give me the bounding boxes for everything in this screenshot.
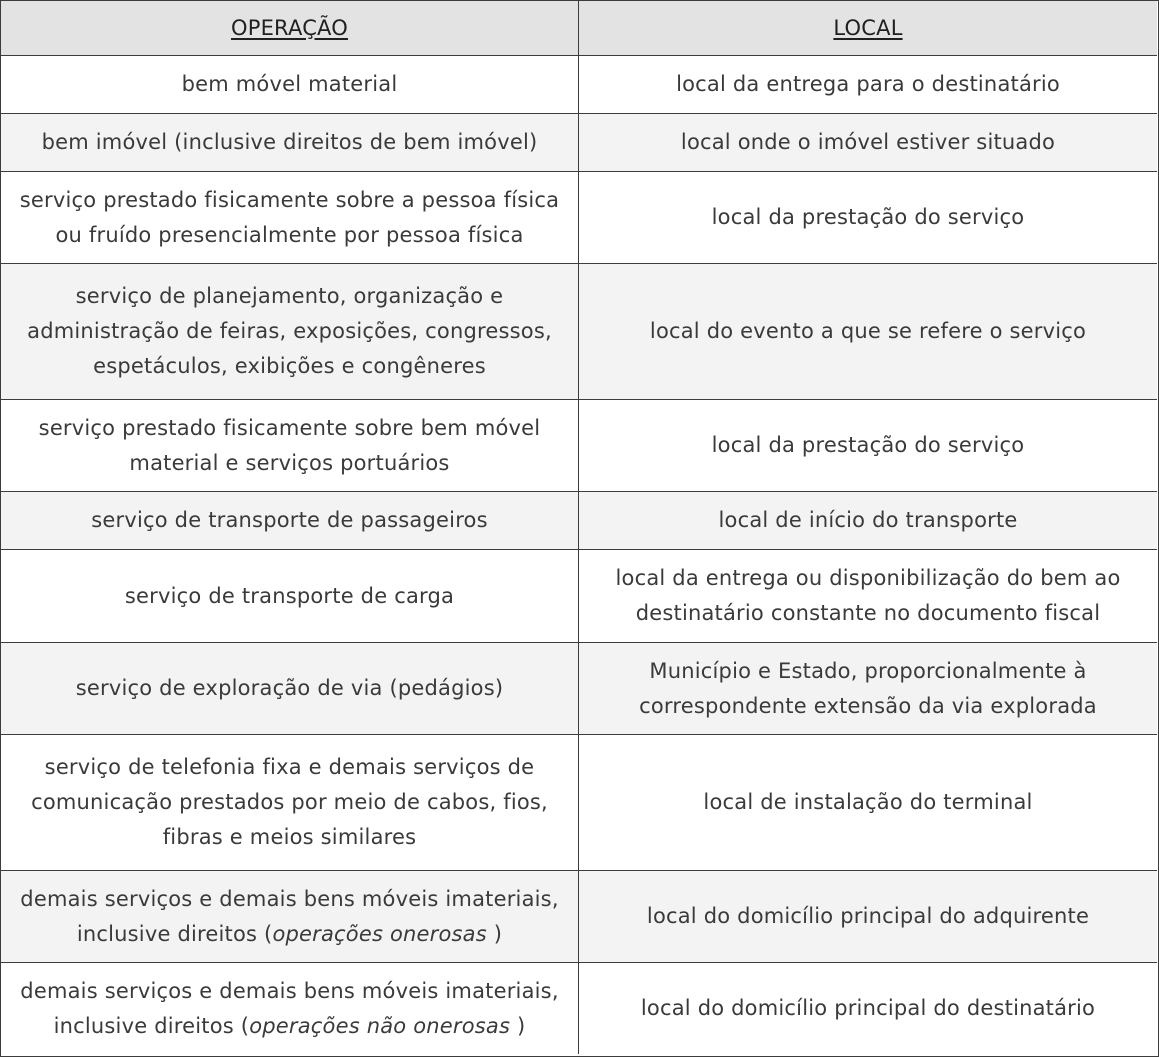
operacao-cell <box>1 963 579 1054</box>
local-text: local de instalação do terminal <box>703 790 1033 814</box>
operacao-line: serviço prestado fisicamente sobre bem móvel <box>38 415 541 440</box>
local-line: Município e Estado, proporcionalmente à <box>649 658 1087 683</box>
local-cell <box>579 735 1157 871</box>
local-text: local do domicílio principal do adquirente <box>646 904 1090 928</box>
operacao-line: demais serviços e demais bens móveis imateriais, <box>20 978 559 1003</box>
local-cell <box>579 550 1157 643</box>
local-cell <box>579 963 1157 1054</box>
local-text: local da prestação do serviço <box>711 205 1025 229</box>
local-text: local do domicílio principal do destinatário <box>640 996 1096 1020</box>
operacao-cell <box>1 643 579 735</box>
operacao-cell <box>1 264 579 400</box>
operacao-line: serviço de planejamento, organização e <box>75 284 504 308</box>
operacao-line: fibras e meios similares <box>162 825 417 849</box>
operacao-text-post: ) <box>510 1013 526 1038</box>
local-text: local da prestação do serviço <box>711 433 1025 457</box>
operacao-line: demais serviços e demais bens móveis imateriais, <box>20 886 559 911</box>
operacao-text: serviço de transporte de passageiros <box>91 508 488 532</box>
local-cell <box>579 172 1157 264</box>
operacao-line: espetáculos, exibições e congêneres <box>93 354 486 378</box>
header-local <box>579 1 1157 56</box>
header-operacao-label: OPERAÇÃO <box>231 15 348 40</box>
operacao-cell <box>1 172 579 264</box>
local-cell <box>579 264 1157 400</box>
operacao-text: serviço de transporte de carga <box>124 583 455 608</box>
header-operacao <box>1 1 579 56</box>
local-text: local da entrega para o destinatário <box>676 72 1060 96</box>
local-cell <box>579 643 1157 735</box>
operacao-text: bem móvel material <box>181 72 398 96</box>
local-cell <box>579 492 1157 550</box>
local-cell <box>579 871 1157 963</box>
operacao-text-emphasis: operações não onerosas <box>249 1013 511 1038</box>
local-text: local do evento a que se refere o serviço <box>649 319 1087 343</box>
local-text: local onde o imóvel estiver situado <box>680 130 1056 154</box>
operacao-text: serviço de exploração de via (pedágios) <box>75 676 504 700</box>
operacao-cell <box>1 871 579 963</box>
operacao-cell <box>1 400 579 492</box>
local-line: local da entrega ou disponibilização do bem ao <box>615 566 1121 590</box>
operacao-text-emphasis: operações onerosas <box>272 921 487 946</box>
operacao-text-pre: inclusive direitos ( <box>76 921 273 946</box>
operacao-line <box>20 1009 558 1044</box>
operacao-text-post: ) <box>486 921 503 946</box>
local-text: local de início do transporte <box>718 508 1018 532</box>
operacao-line: comunicação prestados por meio de cabos, fios, <box>31 790 548 814</box>
operacao-text-pre: inclusive direitos ( <box>53 1013 250 1038</box>
operacao-line: serviço prestado fisicamente sobre a pessoa física <box>19 187 560 212</box>
header-local-label: LOCAL <box>833 15 903 40</box>
operacao-text: bem imóvel (inclusive direitos de bem imóvel) <box>41 130 538 154</box>
local-cell <box>579 400 1157 492</box>
operacao-cell <box>1 550 579 643</box>
operacao-cell <box>1 492 579 550</box>
operacao-line: material e serviços portuários <box>129 450 450 475</box>
local-cell <box>579 114 1157 172</box>
local-line: destinatário constante no documento fiscal <box>635 601 1101 625</box>
operacao-cell <box>1 114 579 172</box>
local-cell <box>579 56 1157 114</box>
operacao-cell <box>1 56 579 114</box>
operacao-cell <box>1 735 579 871</box>
operacao-line <box>20 917 558 952</box>
operacao-line: ou fruído presencialmente por pessoa física <box>55 222 524 247</box>
operacao-line: serviço de telefonia fixa e demais serviços de <box>44 755 535 779</box>
operacao-line: administração de feiras, exposições, congressos, <box>27 319 552 343</box>
local-line: correspondente extensão da via explorada <box>639 693 1097 718</box>
